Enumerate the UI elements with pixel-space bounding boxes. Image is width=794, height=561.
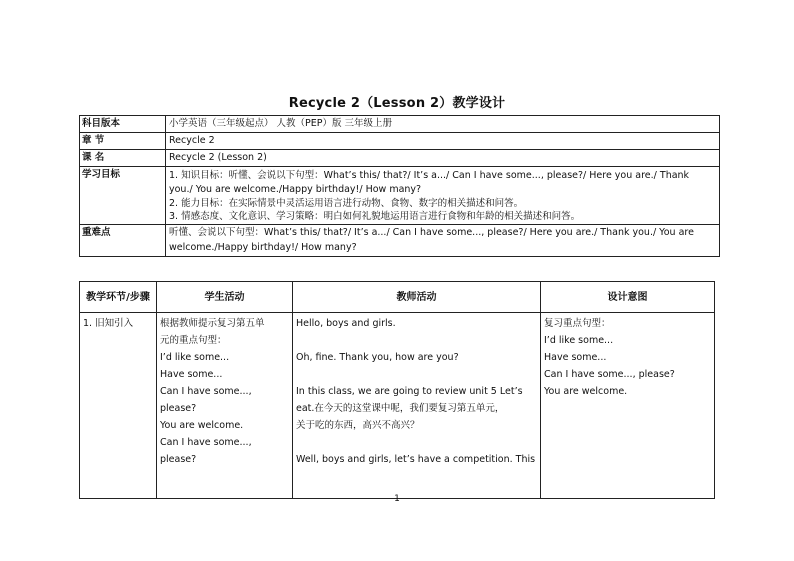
student-line: Can I have some..., please? xyxy=(160,386,252,414)
teacher-line: eat.在今天的这堂课中呢，我们要复习第五单元， xyxy=(296,403,505,414)
teacher-line xyxy=(296,434,537,451)
step-cell xyxy=(80,313,157,499)
info-label: 课 名 xyxy=(80,150,166,167)
step-label: 1. 旧知引入 xyxy=(83,318,134,329)
header-teacher: 教师活动 xyxy=(293,282,541,313)
student-line: Can I have some..., please? xyxy=(160,437,252,465)
info-row-subject xyxy=(80,116,720,133)
intent-cell xyxy=(541,313,715,499)
teacher-line xyxy=(296,332,537,349)
teacher-line: Hello, boys and girls. xyxy=(296,318,396,329)
goals-line: 3. 情感态度、文化意识、学习策略：明白如何礼貌地运用语言进行食物和年龄的相关描述和问答。 xyxy=(169,211,581,222)
activity-header-row xyxy=(80,282,715,313)
info-label: 科目版本 xyxy=(80,116,166,133)
teacher-line: In this class, we are going to review unit 5 Let’s xyxy=(296,386,523,397)
student-cell xyxy=(157,313,293,499)
activity-table xyxy=(79,281,715,499)
key-points-text xyxy=(166,225,720,257)
header-intent: 设计意图 xyxy=(541,282,715,313)
info-row-lesson xyxy=(80,150,720,167)
info-value: Recycle 2 xyxy=(166,133,720,150)
header-step: 教学环节/步骤 xyxy=(80,282,157,313)
key-points-line: 听懂、会说以下句型：What’s this/ that?/ It’s a.../ Can I have some..., please?/ Here you are./ Thank you./ You are xyxy=(169,227,694,238)
info-value: 小学英语（三年级起点） 人教（PEP）版 三年级上册 xyxy=(166,116,720,133)
teacher-line: Well, boys and girls, let’s have a competition. This xyxy=(296,454,536,465)
intent-line: You are welcome. xyxy=(544,386,628,397)
key-points-line: welcome./Happy birthday!/ How many? xyxy=(169,242,357,253)
teacher-line: Oh, fine. Thank you, how are you? xyxy=(296,352,459,363)
course-info-table xyxy=(79,115,720,257)
info-label: 学习目标 xyxy=(80,167,166,225)
intent-line: 复习重点句型： xyxy=(544,318,611,329)
student-line: 元的重点句型： xyxy=(160,335,227,346)
activity-row xyxy=(80,313,715,499)
goals-line: you./ You are welcome./Happy birthday!/ How many? xyxy=(169,184,422,195)
info-row-goals xyxy=(80,167,720,225)
info-label: 重难点 xyxy=(80,225,166,257)
teacher-line: 关于吃的东西，高兴不高兴？ xyxy=(296,420,420,431)
goals-line: 1. 知识目标：听懂、会说以下句型：What’s this/ that?/ It’s a.../ Can I have some..., please?/ Here you are./ Thank xyxy=(169,170,690,181)
info-row-chapter xyxy=(80,133,720,150)
teacher-line xyxy=(296,366,537,383)
student-line: 根据教师提示复习第五单 xyxy=(160,318,265,329)
info-row-key-points xyxy=(80,225,720,257)
teacher-cell xyxy=(293,313,541,499)
student-line: I’d like some... xyxy=(160,352,230,363)
intent-line: I’d like some... xyxy=(544,335,614,346)
intent-line: Have some... xyxy=(544,352,607,363)
goals-line: 2. 能力目标：在实际情景中灵活运用语言进行动物、食物、数字的相关描述和问答。 xyxy=(169,198,524,209)
info-label: 章 节 xyxy=(80,133,166,150)
student-line: Have some... xyxy=(160,369,223,380)
header-student: 学生活动 xyxy=(157,282,293,313)
info-value: Recycle 2 (Lesson 2) xyxy=(166,150,720,167)
document-title: Recycle 2（Lesson 2）教学设计 xyxy=(288,96,506,111)
intent-line: Can I have some..., please? xyxy=(544,369,675,380)
goals-text xyxy=(166,167,720,225)
student-line: You are welcome. xyxy=(160,420,244,431)
page-number: 1 xyxy=(394,494,400,504)
